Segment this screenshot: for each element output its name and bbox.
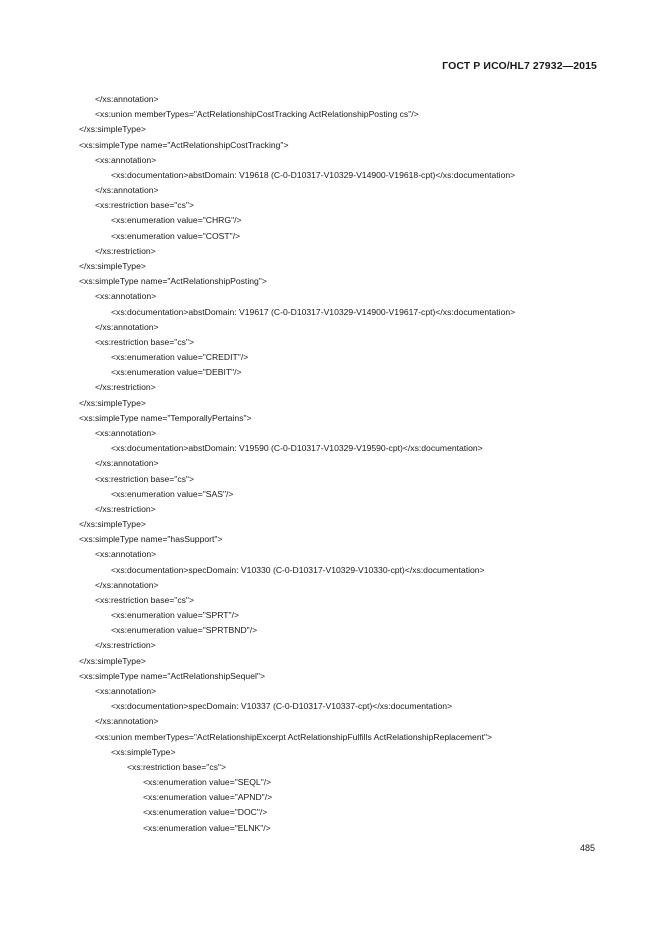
code-line: </xs:restriction> bbox=[95, 640, 156, 651]
code-line: <xs:annotation> bbox=[95, 549, 157, 560]
code-line: <xs:enumeration value="CREDIT"/> bbox=[111, 352, 249, 363]
code-line: </xs:annotation> bbox=[95, 716, 159, 727]
code-line: </xs:simpleType> bbox=[79, 397, 146, 408]
code-line: <xs:simpleType name="ActRelationshipSequel"> bbox=[79, 670, 265, 681]
code-line: <xs:documentation>specDomain: V10337 (C-0-D10317-V10337-cpt)</xs:documentation> bbox=[111, 701, 453, 712]
code-line: <xs:simpleType name="ActRelationshipPosting"> bbox=[79, 276, 267, 287]
code-line: <xs:simpleType name="TemporallyPertains"> bbox=[79, 412, 252, 423]
code-line: <xs:documentation>abstDomain: V19618 (C-0-D10317-V10329-V14900-V19618-cpt)</xs:documentation> bbox=[111, 169, 516, 180]
code-line: <xs:annotation> bbox=[95, 686, 157, 697]
code-line: <xs:annotation> bbox=[95, 154, 157, 165]
code-line: <xs:enumeration value="APND"/> bbox=[143, 792, 273, 803]
code-line: <xs:enumeration value="ELNK"/> bbox=[143, 822, 271, 833]
code-line: </xs:simpleType> bbox=[79, 260, 146, 271]
code-line: <xs:restriction base="cs"> bbox=[95, 594, 195, 605]
code-line: <xs:restriction base="cs"> bbox=[95, 473, 195, 484]
code-line: </xs:restriction> bbox=[95, 503, 156, 514]
code-line: <xs:enumeration value="DOC"/> bbox=[143, 807, 268, 818]
code-line: <xs:restriction base="cs"> bbox=[127, 761, 227, 772]
code-line: <xs:enumeration value="SEQL"/> bbox=[143, 777, 272, 788]
page-number: 485 bbox=[579, 843, 595, 853]
code-line: <xs:documentation>abstDomain: V19590 (C-0-D10317-V10329-V19590-cpt)</xs:documentation> bbox=[111, 443, 483, 454]
code-line: <xs:annotation> bbox=[95, 291, 157, 302]
code-line: </xs:simpleType> bbox=[79, 124, 146, 135]
code-line: </xs:restriction> bbox=[95, 245, 156, 256]
code-line: <xs:enumeration value="CHRG"/> bbox=[111, 215, 242, 226]
code-line: </xs:simpleType> bbox=[79, 519, 146, 530]
code-line: <xs:documentation>specDomain: V10330 (C-0-D10317-V10329-V10330-cpt)</xs:documentation> bbox=[111, 564, 485, 575]
document-header: ГОСТ Р ИСО/HL7 27932—2015 bbox=[442, 60, 597, 72]
code-line: <xs:union memberTypes="ActRelationshipCostTracking ActRelationshipPosting cs"/> bbox=[95, 109, 419, 120]
code-line: </xs:annotation> bbox=[95, 321, 159, 332]
code-line: </xs:annotation> bbox=[95, 579, 159, 590]
code-line: </xs:annotation> bbox=[95, 185, 159, 196]
code-line: </xs:annotation> bbox=[95, 94, 159, 104]
code-line: <xs:enumeration value="DEBIT"/> bbox=[111, 367, 242, 378]
code-line: <xs:simpleType name="ActRelationshipCostTracking"> bbox=[79, 139, 289, 150]
code-line: <xs:annotation> bbox=[95, 427, 157, 438]
code-line: <xs:union memberTypes="ActRelationshipExcerpt ActRelationshipFulfills ActRelationshipReplacement"> bbox=[95, 731, 493, 742]
code-line: </xs:annotation> bbox=[95, 458, 159, 469]
code-line: <xs:enumeration value="SPRTBND"/> bbox=[111, 625, 258, 636]
code-line: <xs:documentation>abstDomain: V19617 (C-0-D10317-V10329-V14900-V19617-cpt)</xs:documentation> bbox=[111, 306, 516, 317]
code-line: <xs:restriction base="cs"> bbox=[95, 200, 195, 211]
code-line: <xs:simpleType name="hasSupport"> bbox=[79, 534, 223, 545]
code-line: <xs:restriction base="cs"> bbox=[95, 336, 195, 347]
code-line: </xs:restriction> bbox=[95, 382, 156, 393]
code-line: <xs:enumeration value="SPRT"/> bbox=[111, 610, 239, 621]
code-line: <xs:enumeration value="COST"/> bbox=[111, 230, 241, 241]
code-line: </xs:simpleType> bbox=[79, 655, 146, 666]
code-line: <xs:enumeration value="SAS"/> bbox=[111, 488, 234, 499]
code-line: <xs:simpleType> bbox=[111, 746, 176, 757]
